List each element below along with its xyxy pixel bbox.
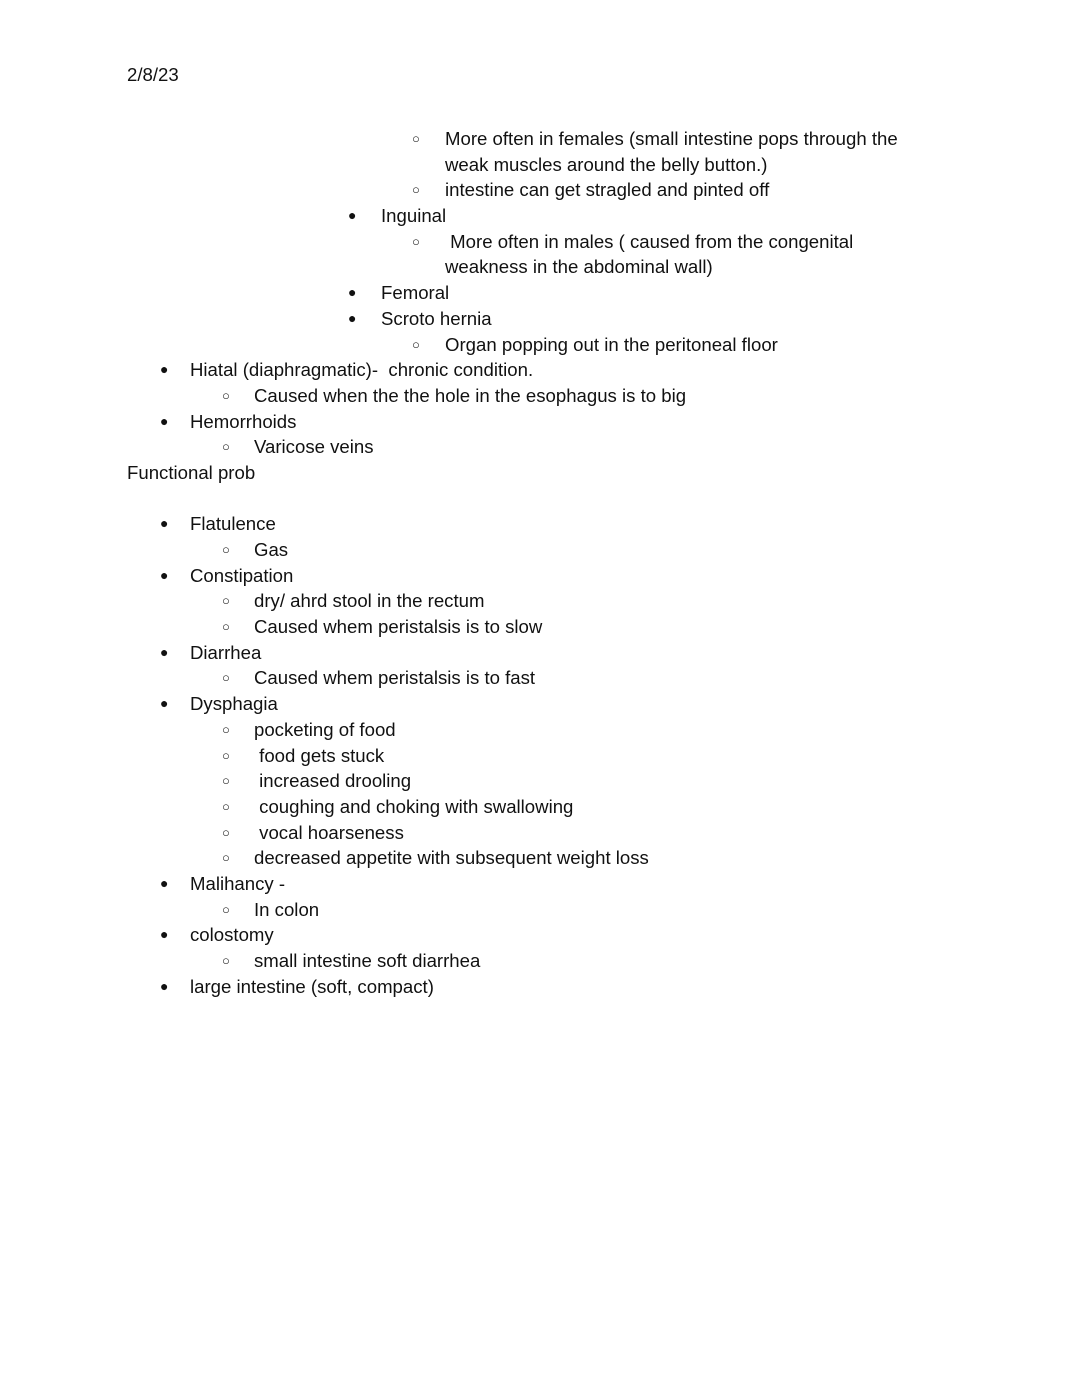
circle-bullet-icon: ○ bbox=[222, 542, 230, 557]
circle-bullet-icon: ○ bbox=[222, 850, 230, 866]
disc-bullet-icon: ● bbox=[160, 361, 169, 378]
disc-bullet-icon: ● bbox=[160, 412, 169, 429]
circle-bullet-icon: ○ bbox=[222, 953, 230, 968]
disc-bullet-icon: ● bbox=[160, 566, 169, 583]
list-item-text: Scroto hernia bbox=[381, 307, 492, 329]
list-item-text: Flatulence bbox=[190, 513, 276, 535]
list-item bbox=[0, 434, 1080, 460]
list-item bbox=[0, 126, 1080, 152]
list-item bbox=[0, 588, 1080, 614]
hernia-rows bbox=[0, 126, 1080, 460]
list-item-text: Varicose veins bbox=[254, 436, 374, 458]
disc-bullet-icon: ● bbox=[348, 309, 357, 326]
list-item-text: Hiatal (diaphragmatic)- chronic condition. bbox=[190, 359, 534, 381]
list-item-text: weak muscles around the belly button.) bbox=[445, 153, 768, 175]
list-item-text: large intestine (soft, compact) bbox=[190, 975, 434, 997]
list-item bbox=[0, 280, 1080, 306]
functional-list bbox=[0, 511, 1080, 999]
circle-bullet-icon: ○ bbox=[412, 131, 420, 146]
circle-bullet-icon: ○ bbox=[412, 336, 420, 352]
list-item-text: colostomy bbox=[190, 924, 274, 946]
circle-bullet-icon: ○ bbox=[222, 439, 230, 455]
list-item bbox=[0, 794, 1080, 820]
list-item bbox=[0, 203, 1080, 229]
list-item bbox=[0, 922, 1080, 948]
disc-bullet-icon: ● bbox=[160, 515, 169, 532]
list-item bbox=[0, 229, 1080, 255]
disc-bullet-icon: ● bbox=[348, 207, 357, 224]
list-item-text: Malihancy - bbox=[190, 872, 286, 894]
list-item bbox=[0, 306, 1080, 332]
list-item-text: food gets stuck bbox=[254, 744, 385, 766]
list-item bbox=[0, 409, 1080, 435]
list-item-text: Caused whem peristalsis is to slow bbox=[254, 616, 543, 638]
circle-bullet-icon: ○ bbox=[222, 387, 230, 403]
list-item bbox=[0, 383, 1080, 409]
list-item bbox=[0, 563, 1080, 589]
circle-bullet-icon: ○ bbox=[222, 901, 230, 917]
list-item-text: Caused when the the hole in the esophagus is to big bbox=[254, 384, 687, 406]
list-item-text: pocketing of food bbox=[254, 718, 396, 740]
list-item-text: decreased appetite with subsequent weight loss bbox=[254, 847, 649, 869]
list-item-text: Inguinal bbox=[381, 205, 447, 227]
circle-bullet-icon: ○ bbox=[222, 721, 230, 737]
list-item bbox=[0, 254, 1080, 280]
list-item bbox=[0, 152, 1080, 178]
disc-bullet-icon: ● bbox=[348, 284, 357, 301]
circle-bullet-icon: ○ bbox=[222, 593, 230, 609]
list-item bbox=[0, 665, 1080, 691]
list-item-text: coughing and choking with swallowing bbox=[254, 795, 574, 817]
list-item-text: In colon bbox=[254, 898, 320, 920]
disc-bullet-icon: ● bbox=[160, 643, 169, 660]
list-item-text: Caused whem peristalsis is to fast bbox=[254, 667, 536, 689]
list-item bbox=[0, 332, 1080, 358]
circle-bullet-icon: ○ bbox=[412, 233, 420, 249]
circle-bullet-icon: ○ bbox=[222, 747, 230, 763]
list-item-text: small intestine soft diarrhea bbox=[254, 950, 481, 971]
list-item bbox=[0, 948, 1080, 974]
list-item-text: weakness in the abdominal wall) bbox=[445, 256, 713, 278]
list-item-text: Dysphagia bbox=[190, 693, 278, 715]
list-item bbox=[0, 820, 1080, 846]
list-item bbox=[0, 511, 1080, 537]
document-date: 2/8/23 bbox=[127, 64, 179, 85]
list-item-text: Organ popping out in the peritoneal floor bbox=[445, 333, 778, 355]
list-item bbox=[0, 614, 1080, 640]
list-item-text: Gas bbox=[254, 539, 289, 560]
list-item-text: Diarrhea bbox=[190, 641, 262, 663]
list-item bbox=[0, 537, 1080, 563]
circle-bullet-icon: ○ bbox=[222, 619, 230, 635]
list-item-text: Hemorrhoids bbox=[190, 410, 297, 432]
list-item-text: vocal hoarseness bbox=[254, 821, 404, 843]
list-item bbox=[0, 897, 1080, 923]
disc-bullet-icon: ● bbox=[160, 874, 169, 891]
list-item bbox=[0, 845, 1080, 871]
list-item bbox=[0, 357, 1080, 383]
list-item-text: More often in females (small intestine pops through the bbox=[445, 128, 898, 149]
functional-heading: Functional prob bbox=[127, 461, 256, 483]
circle-bullet-icon: ○ bbox=[222, 773, 230, 789]
list-item-text: increased drooling bbox=[254, 770, 412, 792]
list-item bbox=[0, 974, 1080, 1000]
list-item-text: Constipation bbox=[190, 564, 294, 586]
hernia-list bbox=[0, 126, 1080, 999]
list-item bbox=[0, 768, 1080, 794]
circle-bullet-icon: ○ bbox=[222, 824, 230, 840]
list-item-text: intestine can get stragled and pinted off bbox=[445, 179, 770, 201]
disc-bullet-icon: ● bbox=[160, 977, 169, 994]
disc-bullet-icon: ● bbox=[160, 926, 169, 943]
list-item bbox=[0, 743, 1080, 769]
list-item bbox=[0, 691, 1080, 717]
list-item bbox=[0, 177, 1080, 203]
circle-bullet-icon: ○ bbox=[222, 670, 230, 686]
list-item bbox=[0, 871, 1080, 897]
list-item-text: dry/ ahrd stool in the rectum bbox=[254, 590, 485, 612]
circle-bullet-icon: ○ bbox=[222, 798, 230, 814]
list-item bbox=[0, 640, 1080, 666]
disc-bullet-icon: ● bbox=[160, 695, 169, 712]
list-item-text: More often in males ( caused from the congenital bbox=[445, 230, 854, 252]
list-item-text: Femoral bbox=[381, 282, 450, 304]
list-item bbox=[0, 717, 1080, 743]
circle-bullet-icon: ○ bbox=[412, 182, 420, 198]
